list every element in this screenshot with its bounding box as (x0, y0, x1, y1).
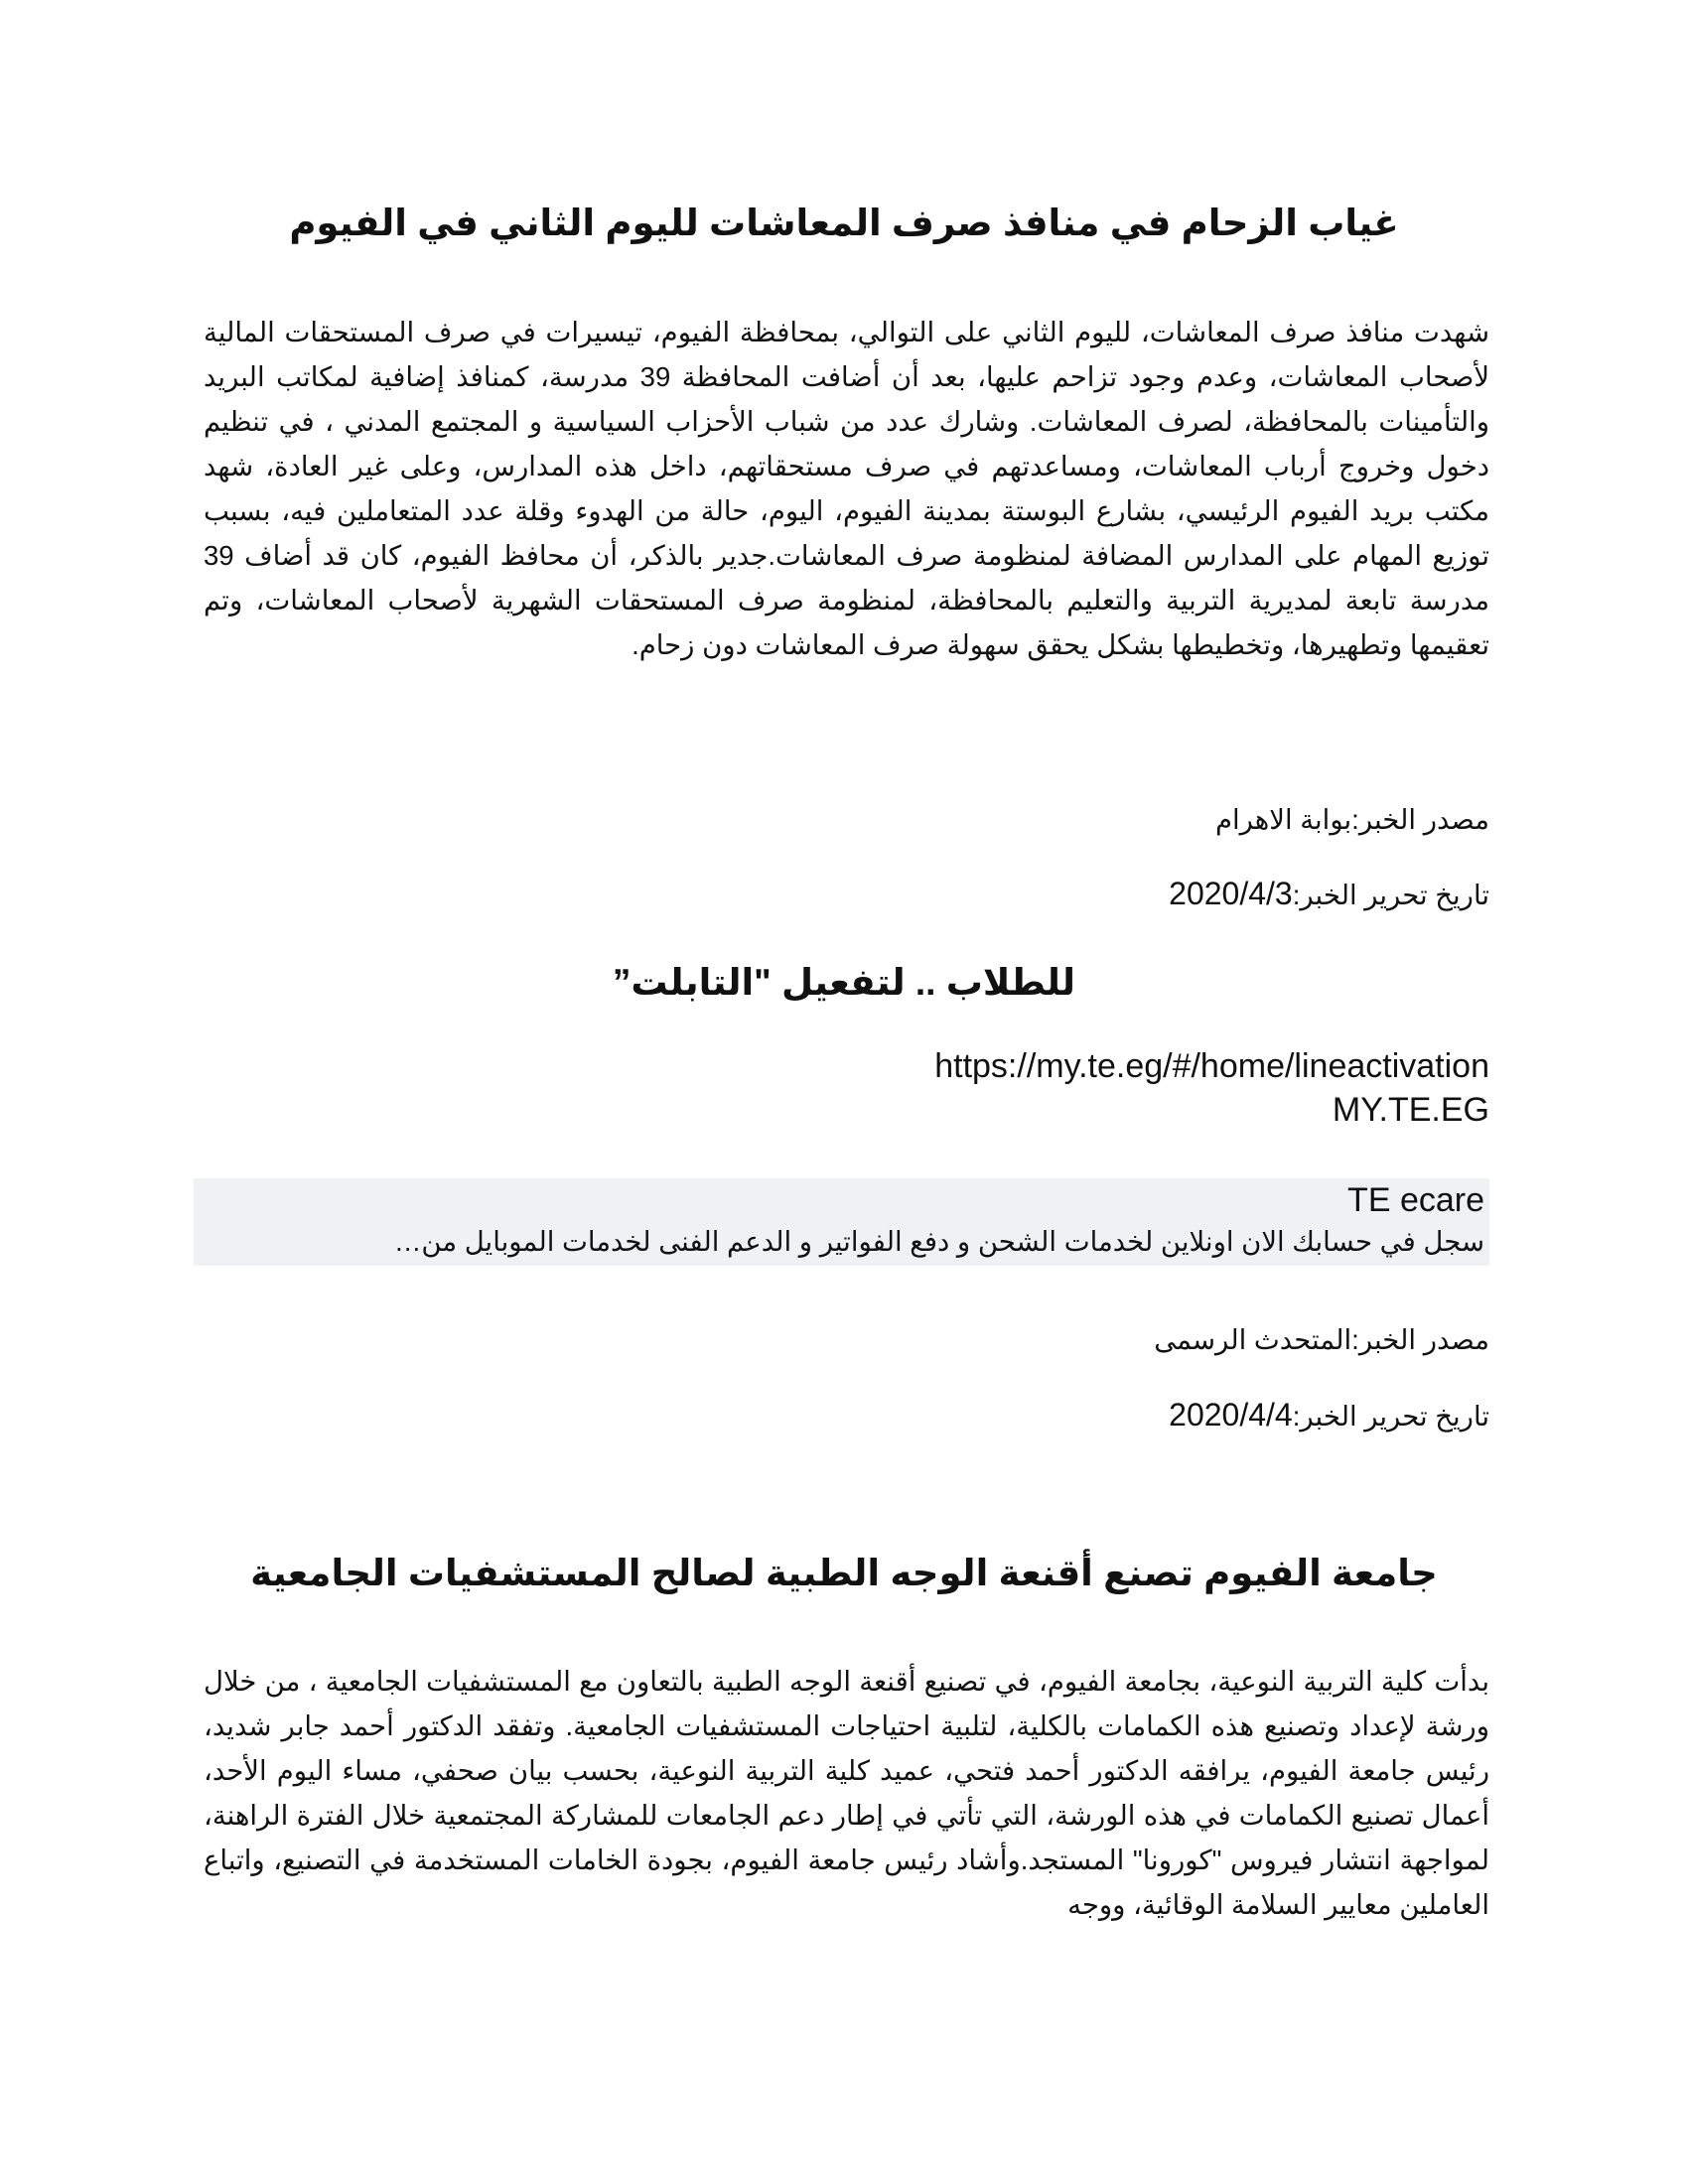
article-3-title: جامعة الفيوم تصنع أقنعة الوجه الطبية لصالح المستشفيات الجامعية (250, 1553, 1438, 1593)
article-1-date-label: تاريخ تحرير الخبر: (1292, 880, 1489, 910)
article-2-title: للطلاب .. لتفعيل "التابلت” (612, 962, 1076, 1003)
article-2-link-domain[interactable]: MY.TE.EG (1332, 1091, 1489, 1129)
article-3-body: بدأت كلية التربية النوعية، بجامعة الفيوم، في تصنيع أقنعة الوجه الطبية بالتعاون مع المستشفيات الجامعية ، من خلال ورشة لإعداد وتصنيع هذه الكمامات بالكلية، لتلبية احتياجات المستشفيات الجامعية. وتفقد الدكتور أحمد جابر شديد، رئيس جامعة الفيوم، يرافقه الدكتور أحمد فتحي، عميد كلية التربية النوعية، بحسب بيان صحفي، مساء اليوم الأحد، أعمال تصنيع الكمامات في هذه الورشة، التي تأتي في إطار دعم الجامعات للمشاركة المجتمعية خلال الفترة الراهنة، لمواجهة انتشار فيروس "كورونا" المستجد.وأشاد رئيس جامعة الفيوم، بجودة الخامات المستخدمة في التصنيع، واتباع العاملين معايير السلامة الوقائية، ووجه (204, 1666, 1489, 1920)
article-1-source: مصدر الخبر:بوابة الاهرام (1214, 804, 1489, 835)
article-2-date-line (1169, 1395, 1489, 1436)
article-2-date-label: تاريخ تحرير الخبر: (1292, 1401, 1489, 1432)
link-preview-description: سجل في حسابك الان اونلاين لخدمات الشحن و دفع الفواتير و الدعم الفنى لخدمات الموبايل من… (393, 1226, 1484, 1257)
article-1-title: غياب الزحام في منافذ صرف المعاشات لليوم الثاني في الفيوم (289, 203, 1399, 243)
link-preview-title[interactable]: TE ecare (1347, 1181, 1484, 1219)
article-1-body: شهدت منافذ صرف المعاشات، لليوم الثاني على التوالي، بمحافظة الفيوم، تيسيرات في صرف المستحقات المالية لأصحاب المعاشات، وعدم وجود تزاحم عليها، بعد أن أضافت المحافظة 39 مدرسة، كمنافذ إضافية لمكاتب البريد والتأمينات بالمحافظة، لصرف المعاشات. وشارك عدد من شباب الأحزاب السياسية و المجتمع المدني ، في تنظيم دخول وخروج أرباب المعاشات، ومساعدتهم في صرف مستحقاتهم، داخل هذه المدارس، وعلى غير العادة، شهد مكتب بريد الفيوم الرئيسي، بشارع البوستة بمدينة الفيوم، اليوم، حالة من الهدوء وقلة عدد المتعاملين فيه، بسبب توزيع المهام على المدارس المضافة لمنظومة صرف المعاشات.جدير بالذكر، أن محافظ الفيوم، كان قد أضاف 39 مدرسة تابعة لمديرية التربية والتعليم بالمحافظة، لمنظومة صرف المستحقات الشهرية لأصحاب المعاشات، وتم تعقيمها وتطهيرها، وتخطيطها بشكل يحقق سهولة صرف المعاشات دون زحام. (204, 317, 1489, 660)
article-1-date: 2020/4/3 (1169, 876, 1293, 911)
article-2-source: مصدر الخبر:المتحدث الرسمى (1154, 1324, 1489, 1355)
link-preview-card[interactable] (194, 1178, 1489, 1266)
article-2-date: 2020/4/4 (1169, 1397, 1293, 1433)
article-2-link-url[interactable]: https://my.te.eg/#/home/lineactivation (934, 1047, 1489, 1085)
article-1-date-line (1169, 874, 1489, 915)
